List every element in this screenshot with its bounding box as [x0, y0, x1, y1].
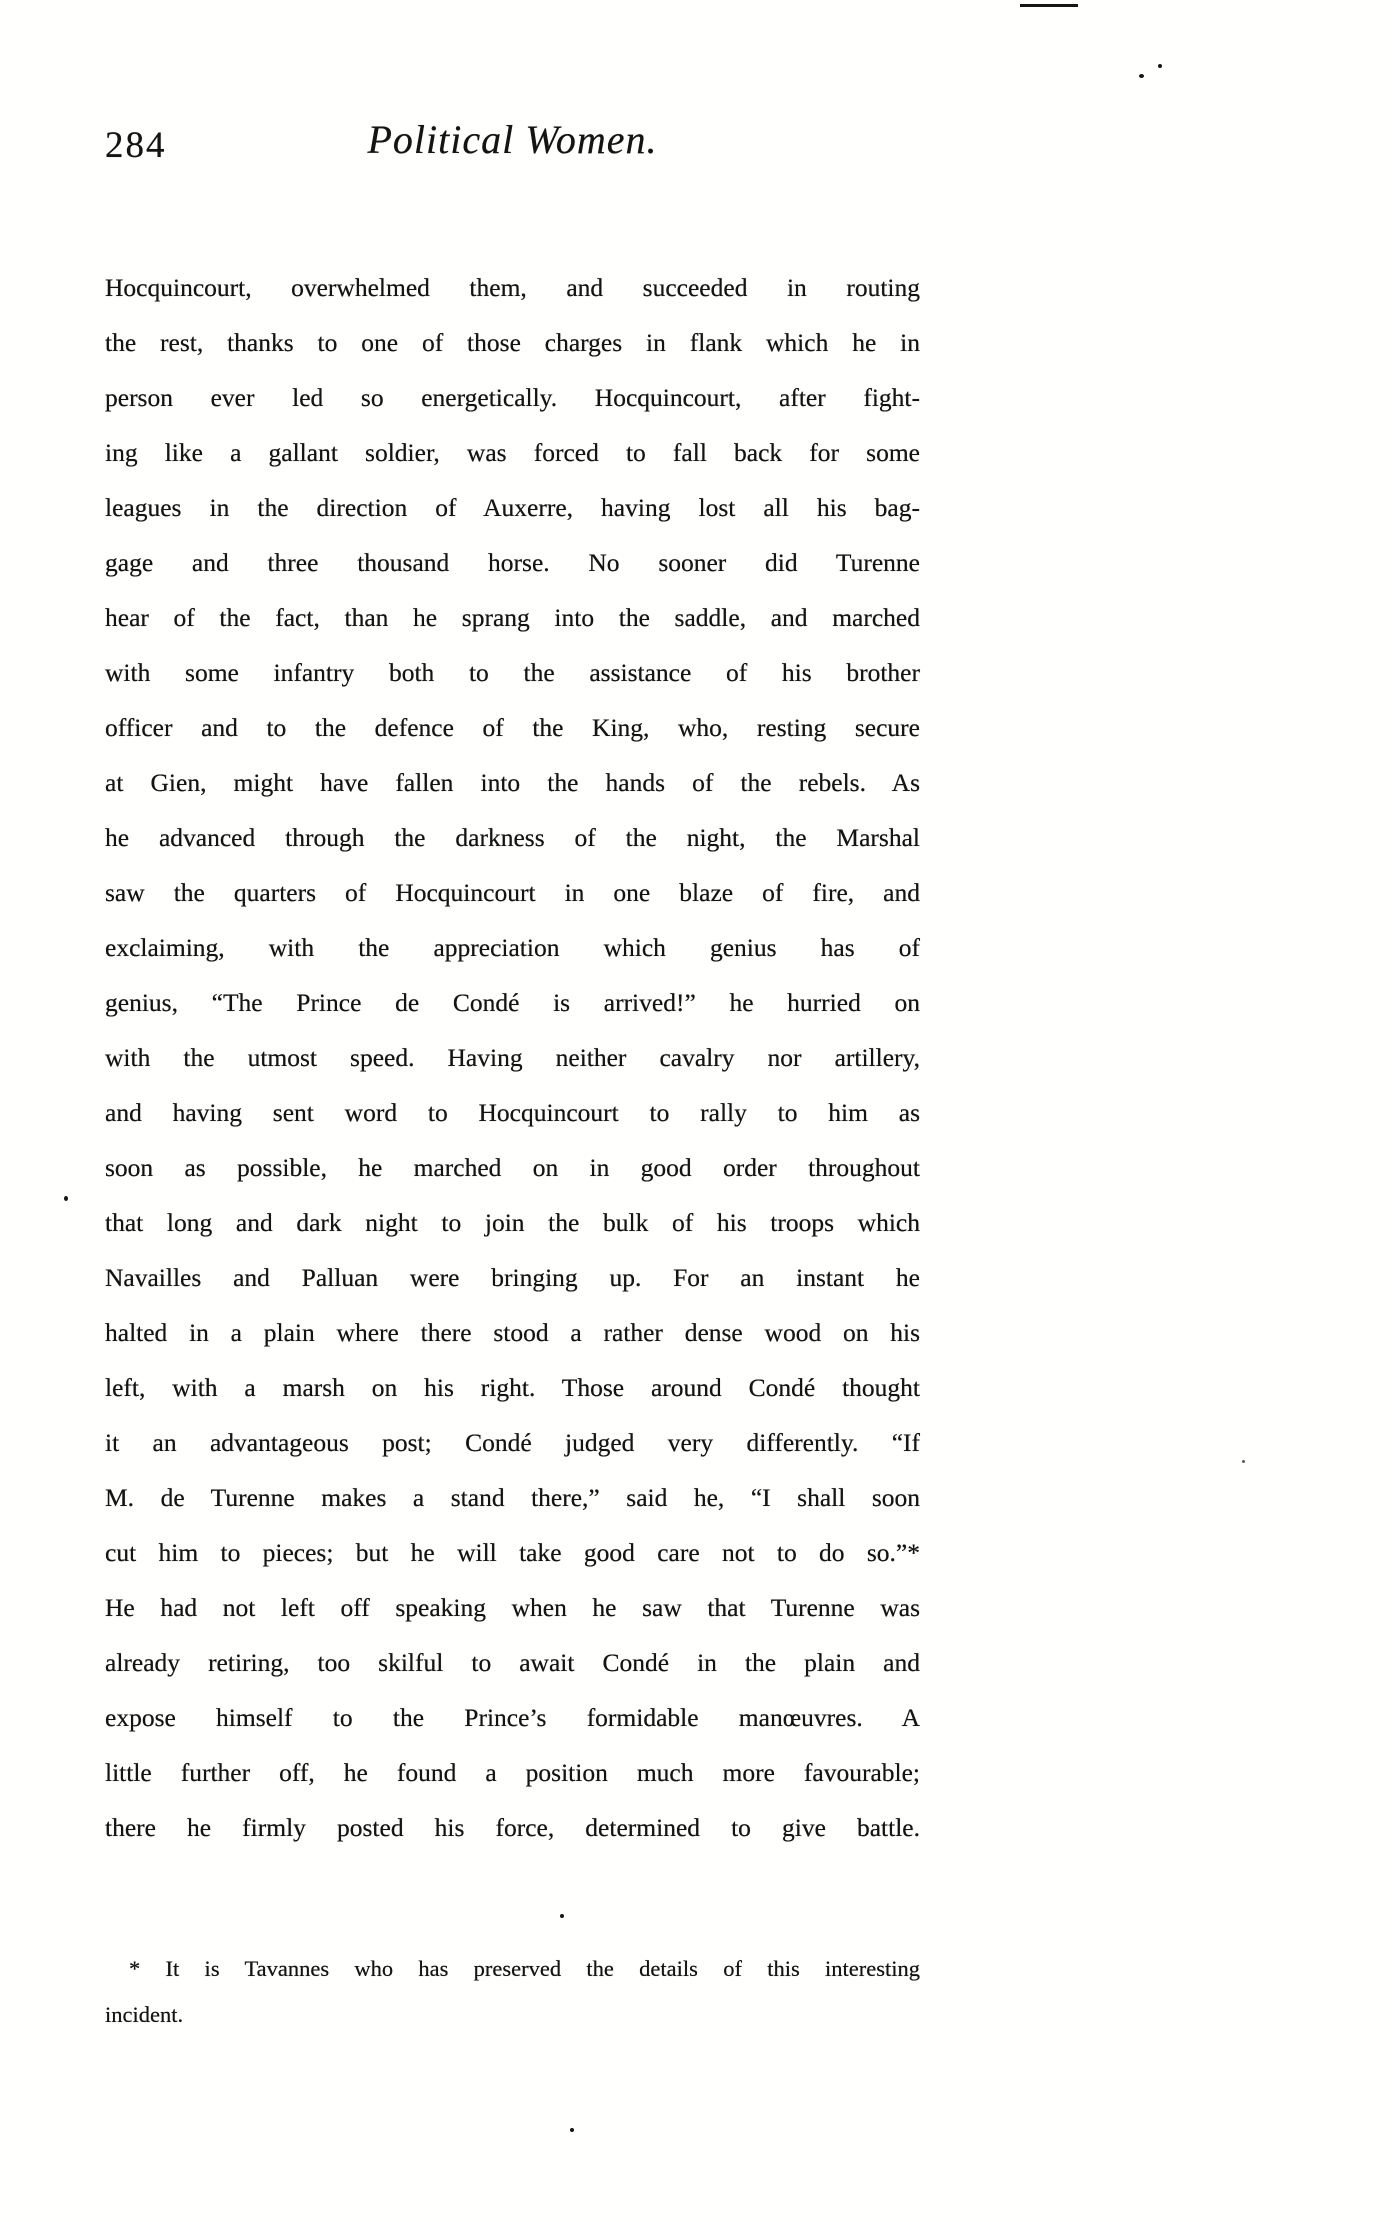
scan-artifact-dot [64, 1196, 68, 1201]
text-line: left, with a marsh on his right. Those around Condé thought [105, 1373, 920, 1402]
text-line: at Gien, might have fallen into the hands of the rebels. As [105, 768, 920, 797]
scan-artifact-dot [560, 1914, 564, 1918]
text-line: expose himself to the Prince’s formidable manœuvres. A [105, 1703, 920, 1732]
text-line: that long and dark night to join the bulk of his troops which [105, 1208, 920, 1237]
running-title: Political Women. [367, 117, 658, 162]
text-line: M. de Turenne makes a stand there,” said he, “I shall soon [105, 1483, 920, 1512]
text-line: and having sent word to Hocquincourt to rally to him as [105, 1098, 920, 1127]
text-line: Hocquincourt, overwhelmed them, and succeeded in routing [105, 273, 920, 302]
scan-artifact-dot [570, 2128, 574, 2132]
scan-artifact-dot [1158, 64, 1162, 68]
footnote [105, 1946, 920, 2038]
text-line: gage and three thousand horse. No sooner did Turenne [105, 548, 920, 577]
text-line: halted in a plain where there stood a rather dense wood on his [105, 1318, 920, 1347]
text-line: little further off, he found a position much more favourable; [105, 1758, 920, 1787]
text-line: with some infantry both to the assistance of his brother [105, 658, 920, 687]
text-line: there he firmly posted his force, determined to give battle. [105, 1813, 920, 1842]
text-line: He had not left off speaking when he saw that Turenne was [105, 1593, 920, 1622]
text-line: genius, “The Prince de Condé is arrived!” he hurried on [105, 988, 920, 1017]
text-line: already retiring, too skilful to await Condé in the plain and [105, 1648, 920, 1677]
page-header [105, 116, 920, 172]
text-line: with the utmost speed. Having neither cavalry nor artillery, [105, 1043, 920, 1072]
text-line: Navailles and Palluan were bringing up. For an instant he [105, 1263, 920, 1292]
scan-artifact-dot [1242, 1460, 1245, 1463]
text-line: officer and to the defence of the King, who, resting secure [105, 713, 920, 742]
text-line: it an advantageous post; Condé judged very differently. “If [105, 1428, 920, 1457]
text-line: ing like a gallant soldier, was forced to fall back for some [105, 438, 920, 467]
text-line: saw the quarters of Hocquincourt in one blaze of fire, and [105, 878, 920, 907]
scan-artifact-dot [1139, 74, 1144, 78]
text-line: hear of the fact, than he sprang into the saddle, and marched [105, 603, 920, 632]
text-line: he advanced through the darkness of the night, the Marshal [105, 823, 920, 852]
footnote-line-1: * It is Tavannes who has preserved the details of this interesting [129, 1956, 920, 1981]
body-paragraph [105, 260, 920, 1855]
page-number: 284 [105, 125, 167, 166]
scan-artifact-rule [1020, 4, 1078, 7]
text-line: soon as possible, he marched on in good order throughout [105, 1153, 920, 1182]
text-line: the rest, thanks to one of those charges in flank which he in [105, 328, 920, 357]
text-line: leagues in the direction of Auxerre, having lost all his bag- [105, 493, 920, 522]
text-line: person ever led so energetically. Hocquincourt, after fight- [105, 383, 920, 412]
text-line: cut him to pieces; but he will take good care not to do so.”* [105, 1538, 920, 1567]
text-line: exclaiming, with the appreciation which genius has of [105, 933, 920, 962]
footnote-line-2: incident. [105, 2002, 184, 2027]
